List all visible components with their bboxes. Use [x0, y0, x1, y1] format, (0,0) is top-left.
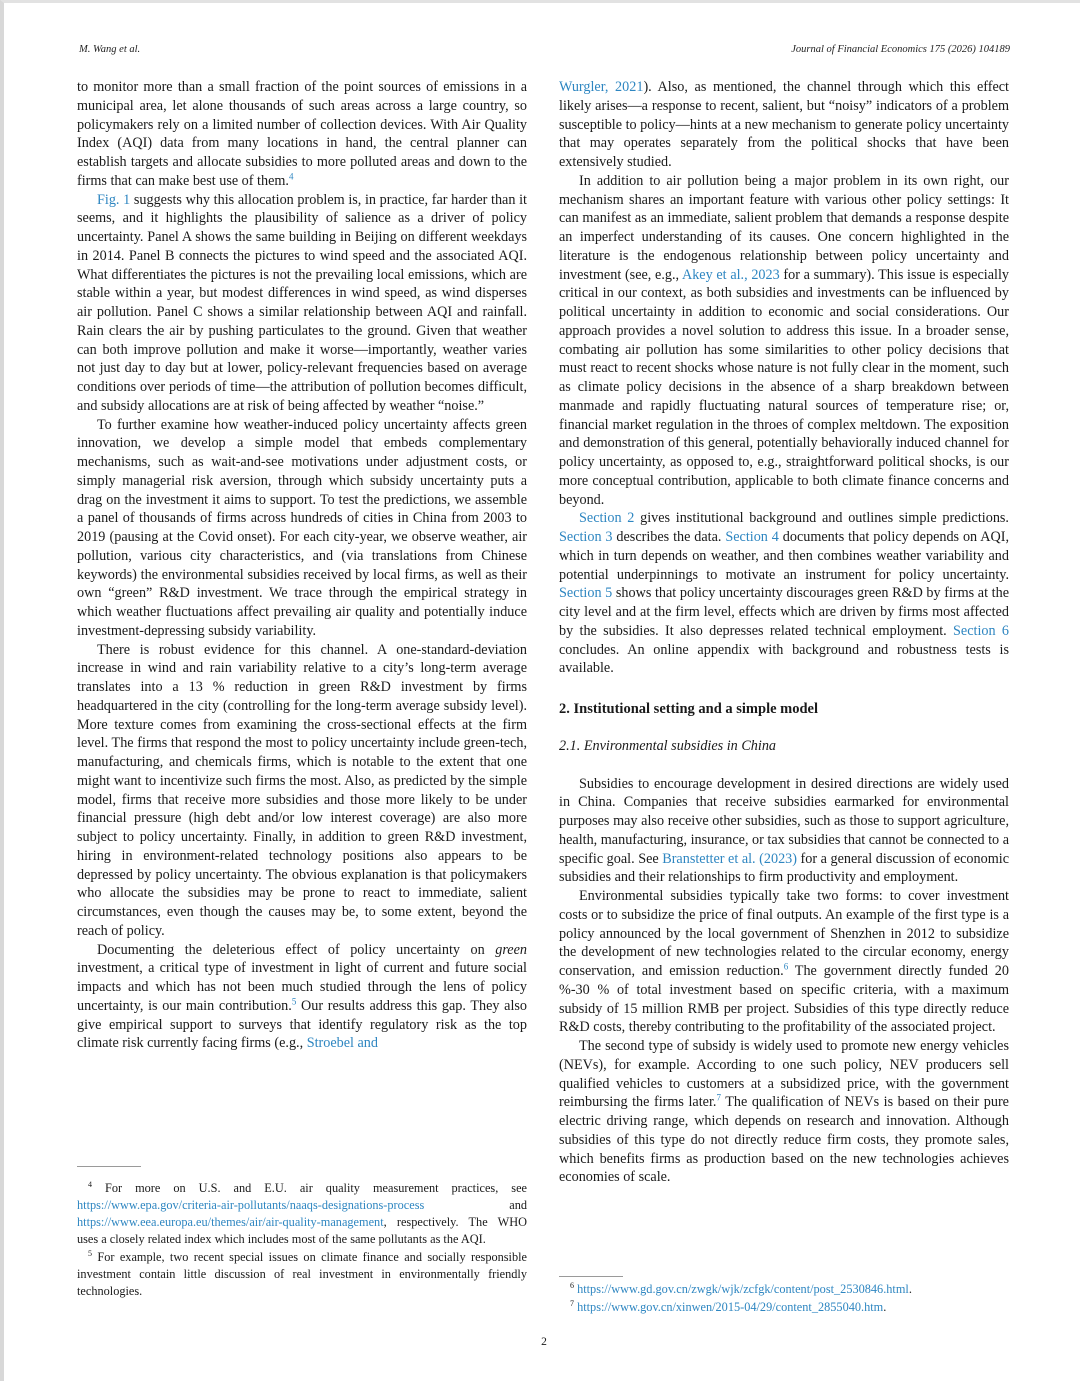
footnote-mark: 6 — [570, 1280, 574, 1290]
footnote-7 — [559, 1299, 1009, 1316]
figure-link[interactable]: Fig. 1 — [97, 191, 131, 208]
page-number: 2 — [541, 1336, 547, 1348]
paragraph — [559, 509, 1009, 678]
subsection-heading: 2.1. Environmental subsidies in China — [559, 737, 777, 754]
paragraph — [77, 191, 527, 416]
paragraph-text: The government directly funded 20 %-30 % of total investment based on specific criteria, with a maximum subsidy of 15 million RMB per project. Subsidies of this type directly reduce R&D costs, thereby contributing to the profitability of the associated project. — [559, 963, 1009, 1036]
paragraph-text: suggests why this allocation problem is, in practice, far harder than it seems, and it highlights the plausibility of salience as a driver of policy uncertainty. Panel A shows the same building in Beijing on different weekdays in 2014. Panel B connects the pictures to wind speed and the associated AQI. What differentiates the pictures is not the prevailing local emissions, which are stable within a year, but modest differences in wind speed, as wind disperses air pollution. Panel C shows a similar relationship between AQI and rainfall. Rain clears the air by pushing particulates to the ground. Given that weather can both improve pollution and make it worse—importantly, weather varies not just day to day but at lower, policy-relevant frequencies based on average conditions over periods of time—the attribution of pollution becomes difficult, and subsidy allocations are at risk of being affected by weather “noise.” — [77, 191, 527, 414]
paragraph-text: ). Also, as mentioned, the channel through which this effect likely arises—a response to recent, salient, but “noisy” indicators of a problem susceptible to policy—hints at a new mechanism to generate policy uncertainty that may operates separately from the political shocks that have been extensively studied. — [559, 79, 1010, 170]
footnote-ref-7[interactable]: 7 — [716, 1092, 721, 1103]
footnote-mark: 5 — [88, 1248, 92, 1258]
paragraph-text: investment, a critical type of investment in light of current and future social impacts and which has not been much studied through the lens of policy uncertainty, is our main contribution. — [77, 960, 527, 1014]
footnote-text: and — [424, 1198, 527, 1212]
url-link[interactable]: https://www.eea.europa.eu/themes/air/air-quality-management — [77, 1215, 384, 1229]
paragraph-text: The second type of subsidy is widely used to promote new energy vehicles (NEVs), for example. According to one such policy, NEV producers sell qualified vehicles to customers at a subsidized price, with the government reimbursing the firms later. — [559, 1038, 1009, 1111]
paragraph-text: shows that policy uncertainty discourages green R&D by firms at the city level and at the firm level, effects which are driven by firms most affected by the subsidies. It also depresses related technical employment. — [559, 585, 1009, 639]
paragraph-text: for a general discussion of economic subsidies and their relationships to firm productivity and employment. — [559, 850, 1009, 886]
footnote-text: , respectively. The WHO uses a closely related index which includes most of the same pollutants as the AQI. — [77, 1215, 527, 1246]
paragraph — [559, 887, 1009, 1037]
citation-link[interactable]: Akey et al., 2023 — [681, 266, 780, 283]
paragraph — [559, 1037, 1009, 1187]
paragraph — [77, 941, 527, 1054]
footnote-text: . — [908, 1282, 912, 1296]
right-column — [559, 78, 1009, 1187]
footnote-mark: 7 — [570, 1298, 574, 1308]
running-head-authors: M. Wang et al. — [79, 44, 141, 55]
paragraph-text: concludes. An online appendix with background and robustness tests is available. — [559, 641, 1009, 677]
footnote-text: For more on U.S. and E.U. air quality measurement practices, see — [92, 1181, 527, 1195]
footnote-rule — [77, 1166, 141, 1167]
paragraph-text: gives institutional background and outlines simple predictions. — [634, 510, 1009, 527]
paragraph-text: describes the data. — [612, 529, 726, 545]
paragraph-text: to monitor more than a small fraction of the point sources of emissions in a municipal area, let alone thousands of such areas across a large country, so policymakers rely on a limited number of collection devices. With Air Quality Index (AQI) data from many locations in hand, the central planner can establish targets and allocate subsidies to more polluted areas and down to the firms that can make best use of them. — [77, 79, 527, 189]
section-link-5[interactable]: Section 5 — [559, 585, 613, 602]
paragraph: To further examine how weather-induced policy uncertainty affects green innovation, we develop a simple model that embeds complementary mechanisms, such as wait-and-see motivations under adjustment costs, or simply managerial risk aversion, through which subsidy uncertainty puts a drag on the investment it aims to support. To test the predictions, we assemble a panel of thousands of firms across hundreds of cities in China from 2003 to 2019 (pausing at the Covid onset). For each city-year, we observe weather, air pollution, various city characteristics, and (via translations from Chinese keywords) the environmental subsidies received by local firms, as well as their own “green” R&D investment. We trace through the empirical strategy in which weather fluctuations affect prevailing air quality and potentially induce investment-depressing subsidy variability. — [77, 416, 527, 639]
footnotes-right — [559, 1281, 1009, 1317]
paragraph-text: Our results address this gap. They also give empirical support to surveys that identify regulatory risk as the top climate risk currently facing firms (e.g., — [77, 997, 527, 1052]
citation-link[interactable]: Branstetter et al. (2023) — [662, 850, 797, 867]
paragraph — [559, 172, 1009, 510]
paragraph-text: documents that policy depends on AQI, which in turn depends on weather, and then combines weather variability and potential underpinnings to motivate an instrument for policy uncertainty. — [559, 529, 1009, 583]
footnote-ref-4[interactable]: 4 — [288, 171, 294, 182]
emphasis: green — [495, 941, 527, 958]
paragraph: There is robust evidence for this channel. A one-standard-deviation increase in wind and rain variability relative to a city’s long-term average translates into a 13 % reduction in green R&D investment by firms headquartered in the city (controlling for the long-term average subsidy level). More texture comes from examining the cross-sectional effects at the firm level. The firms that respond the most to policy uncertainty include green-tech, manufacturing, and chemicals firms, which is notable to the extent that one might want to incentivize such firms the most. Also, as predicted by the simple model, firms that receive more subsidies and those more likely to be under financial pressure (high debt and/or low interest coverage) are also more subject to policy uncertainty. Finally, in addition to green R&D investment, hiring in environment-related technology positions also appears to be depressed by policy uncertainty. The obvious explanation is that policymakers who allocate the subsidies may be prone to react to immediate, salient circumstances, even though the causes may be, to some extent, beyond the reach of policy. — [77, 641, 527, 939]
footnote-ref-6[interactable]: 6 — [783, 961, 789, 972]
paragraph — [559, 78, 1009, 172]
footnote-5 — [77, 1249, 527, 1300]
footnote-text: . — [883, 1300, 887, 1314]
section-link-4[interactable]: Section 4 — [725, 529, 779, 545]
section-link-6[interactable]: Section 6 — [953, 622, 1009, 639]
url-link[interactable]: https://www.epa.gov/criteria-air-pollutants/naaqs-designations-process — [77, 1198, 425, 1212]
paragraph-text: In addition to air pollution being a major problem in its own right, our mechanism shares an important feature with various other policy settings: It can manifest as an immediate, salient problem that demands a response despite an imperfect understanding of its causes. One concern highlighted in the literature is the endogenous relationship between policy uncertainty and investment (see, e.g., — [559, 172, 1009, 283]
paragraph — [559, 775, 1009, 888]
paragraph-text: The qualification of NEVs is based on their pure electric driving range, which depends on research and innovation. Although subsidies of this type do not directly reduce firm costs, they promote sales, which benefits firms as production based on the new technologies achieves economies of scale. — [559, 1094, 1009, 1186]
footnote-ref-5[interactable]: 5 — [291, 996, 297, 1007]
paragraph-text: Environmental subsidies typically take two forms: to cover investment costs or to subsidize the price of final outputs. An example of the first type is a policy announced by the local government of Shenzhen in 2012 to subsidize the development of new technologies related to the circular economy, energy conservation, and emission reduction. — [559, 888, 1009, 979]
footnote-mark: 4 — [88, 1179, 92, 1189]
footnote-text: For example, two recent special issues on climate finance and socially responsible investment contain little discussion of real investment in environmentally friendly technologies. — [77, 1250, 527, 1298]
section-link-2[interactable]: Section 2 — [579, 510, 635, 527]
paragraph-text: Documenting the deleterious effect of policy uncertainty on — [97, 941, 496, 958]
footnote-rule — [559, 1276, 623, 1277]
citation-link[interactable]: Wurgler, 2021 — [559, 79, 644, 95]
section-link-3[interactable]: Section 3 — [559, 529, 613, 545]
paragraph — [77, 78, 527, 191]
footnote-6 — [559, 1281, 1009, 1298]
running-head-journal: Journal of Financial Economics 175 (2026) 104189 — [791, 44, 1010, 55]
paragraph-text: for a summary). This issue is especially critical in our context, as both subsidies and investments can be influenced by political uncertainty in addition to economic and social considerations. Our approach provides a novel solution to address this issue. In a broader sense, combating air pollution has some similarities to other policy decisions that must react to recent shocks whose nature is not fully clear in the moment, such as climate policy decisions in the absence of a sharp breakdown between manmade and rapidly fluctuating natural sources of temperature rise; or, financial market regulation in the throes of complex meltdown. The exposition and demonstration of this general, potentially behaviorally induced channel for policy uncertainty, as opposed to, e.g., straightforward political shocks, is our more conceptual contribution, applicable to both climate finance concerns and beyond. — [559, 266, 1009, 508]
section-heading: 2. Institutional setting and a simple model — [559, 701, 819, 717]
footnotes-left — [77, 1180, 527, 1301]
url-link[interactable]: https://www.gov.cn/xinwen/2015-04/29/content_2855040.htm — [577, 1300, 884, 1314]
paragraph-text: Subsidies to encourage development in desired directions are widely used in China. Companies that receive subsidies earmarked for environmental purposes may also receive other subsidies, such as those to support agriculture, health, manufacturing, insurance, or tax subsidies that cannot be connected to a specific goal. See — [559, 775, 1009, 867]
citation-link[interactable]: Stroebel and — [306, 1035, 378, 1052]
footnote-4 — [77, 1180, 527, 1248]
url-link[interactable]: https://www.gd.gov.cn/zwgk/wjk/zcfgk/content/post_2530846.html — [577, 1282, 909, 1296]
left-column — [77, 78, 527, 1053]
